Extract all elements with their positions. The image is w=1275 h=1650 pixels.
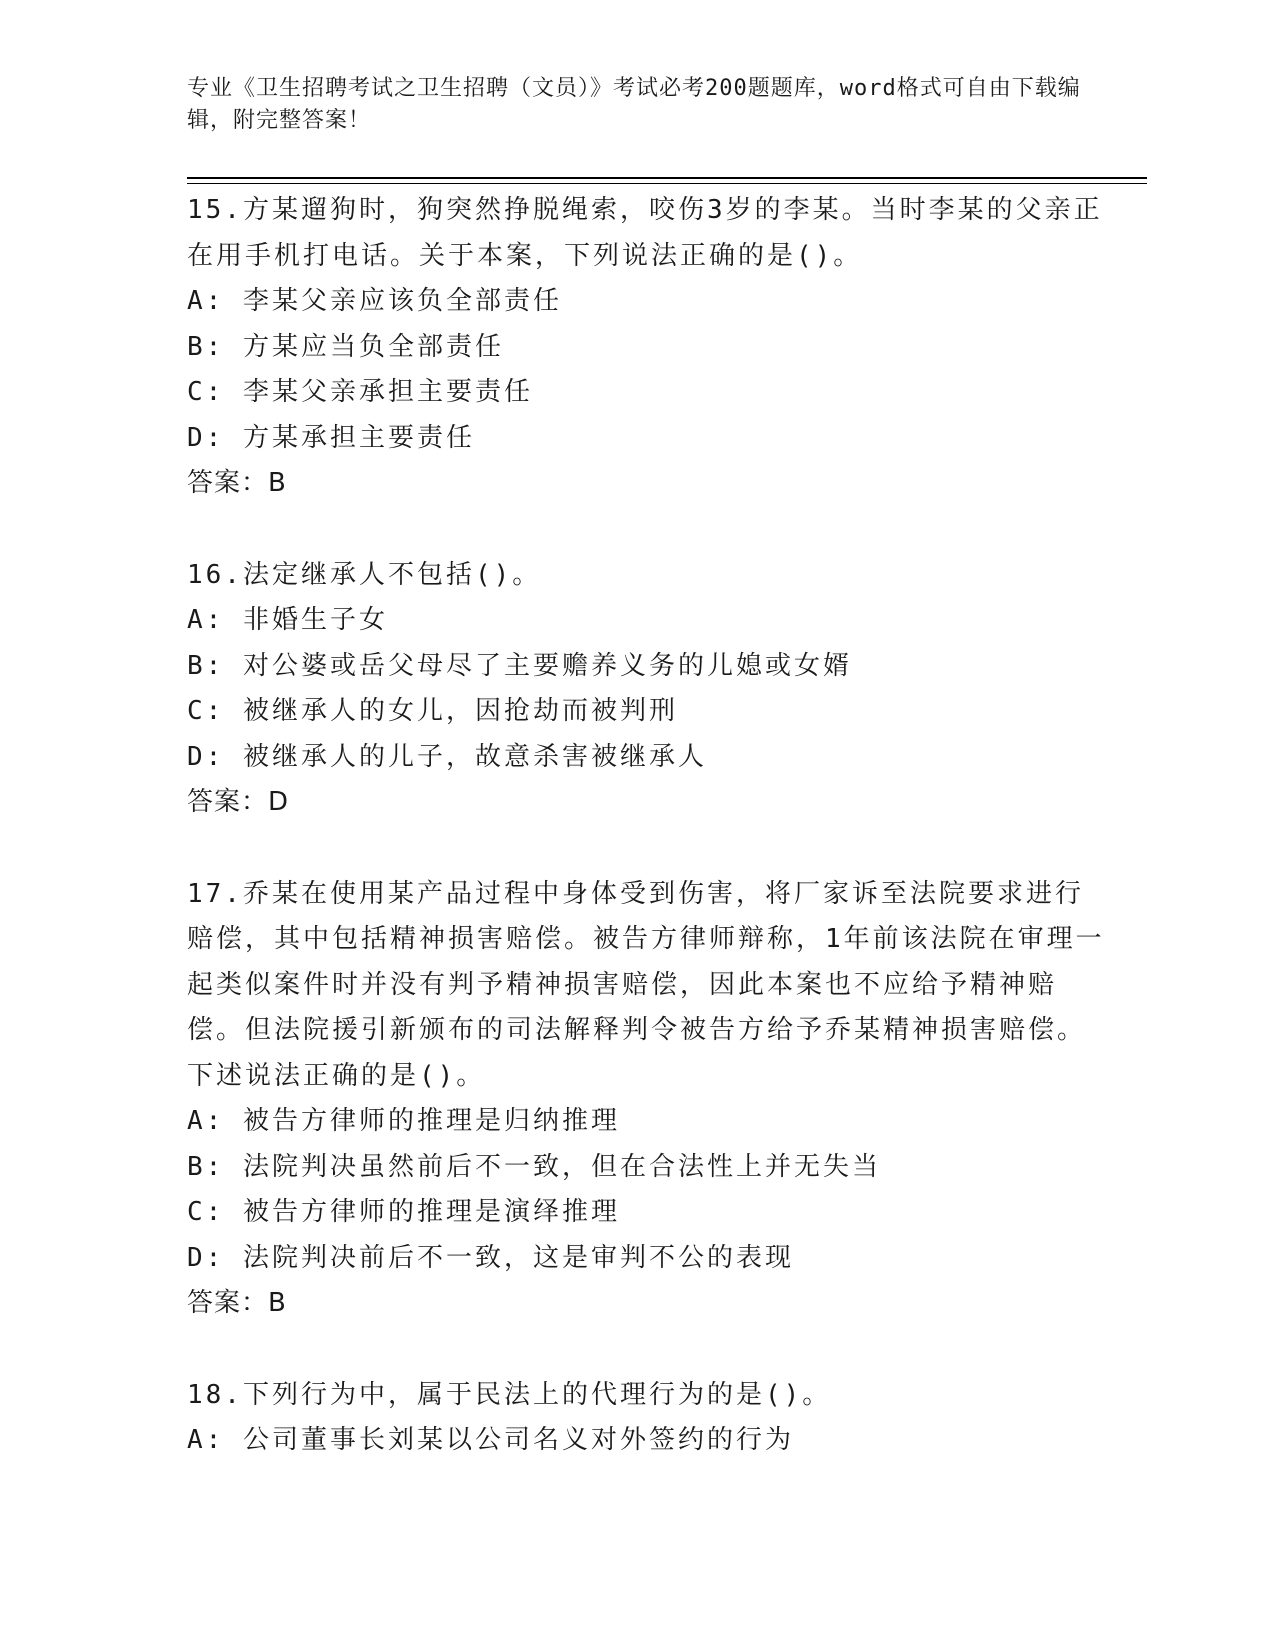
answer-line: 答案：B xyxy=(187,468,287,498)
header-divider-thin xyxy=(187,183,1147,184)
option-c: C: 被告方律师的推理是演绎推理 xyxy=(187,1197,620,1227)
question-list xyxy=(187,188,1107,1510)
document-header: 专业《卫生招聘考试之卫生招聘（文员）》考试必考200题题库，word格式可自由下载编辑，附完整答案！ xyxy=(187,76,1081,133)
answer-line: 答案：B xyxy=(187,1288,287,1318)
option-a: A: 李某父亲应该负全部责任 xyxy=(187,286,562,316)
question-15 xyxy=(187,188,1107,507)
option-c: C: 李某父亲承担主要责任 xyxy=(187,377,533,407)
option-a: A: 非婚生子女 xyxy=(187,605,388,635)
question-text: 16.法定继承人不包括()。 xyxy=(187,559,542,590)
answer-line: 答案：D xyxy=(187,787,290,817)
question-text: 17.乔某在使用某产品过程中身体受到伤害，将厂家诉至法院要求进行赔偿，其中包括精神损害赔偿。被告方律师辩称，1年前该法院在审理一起类似案件时并没有判予精神损害赔偿，因此本案也不应给予精神赔偿。但法院援引新颁布的司法解释判令被告方给予乔某精神损害赔偿。下述说法正确的是()。 xyxy=(187,878,1105,1091)
option-d: D: 方某承担主要责任 xyxy=(187,422,475,453)
question-18 xyxy=(187,1373,1107,1464)
option-d: D: 被继承人的儿子，故意杀害被继承人 xyxy=(187,741,707,772)
option-a: A: 被告方律师的推理是归纳推理 xyxy=(187,1106,620,1136)
option-c: C: 被继承人的女儿，因抢劫而被判刑 xyxy=(187,696,678,726)
question-text: 18.下列行为中，属于民法上的代理行为的是()。 xyxy=(187,1379,832,1410)
option-b: B: 方某应当负全部责任 xyxy=(187,331,504,362)
option-b: B: 法院判决虽然前后不一致，但在合法性上并无失当 xyxy=(187,1151,881,1182)
option-d: D: 法院判决前后不一致，这是审判不公的表现 xyxy=(187,1242,794,1273)
header-divider-thick xyxy=(187,177,1147,179)
option-b: B: 对公婆或岳父母尽了主要赡养义务的儿媳或女婿 xyxy=(187,650,852,681)
question-text: 15.方某遛狗时，狗突然挣脱绳索，咬伤3岁的李某。当时李某的父亲正在用手机打电话。关于本案，下列说法正确的是()。 xyxy=(187,195,1103,271)
question-17 xyxy=(187,872,1107,1327)
option-a: A: 公司董事长刘某以公司名义对外签约的行为 xyxy=(187,1425,794,1455)
question-16 xyxy=(187,553,1107,826)
